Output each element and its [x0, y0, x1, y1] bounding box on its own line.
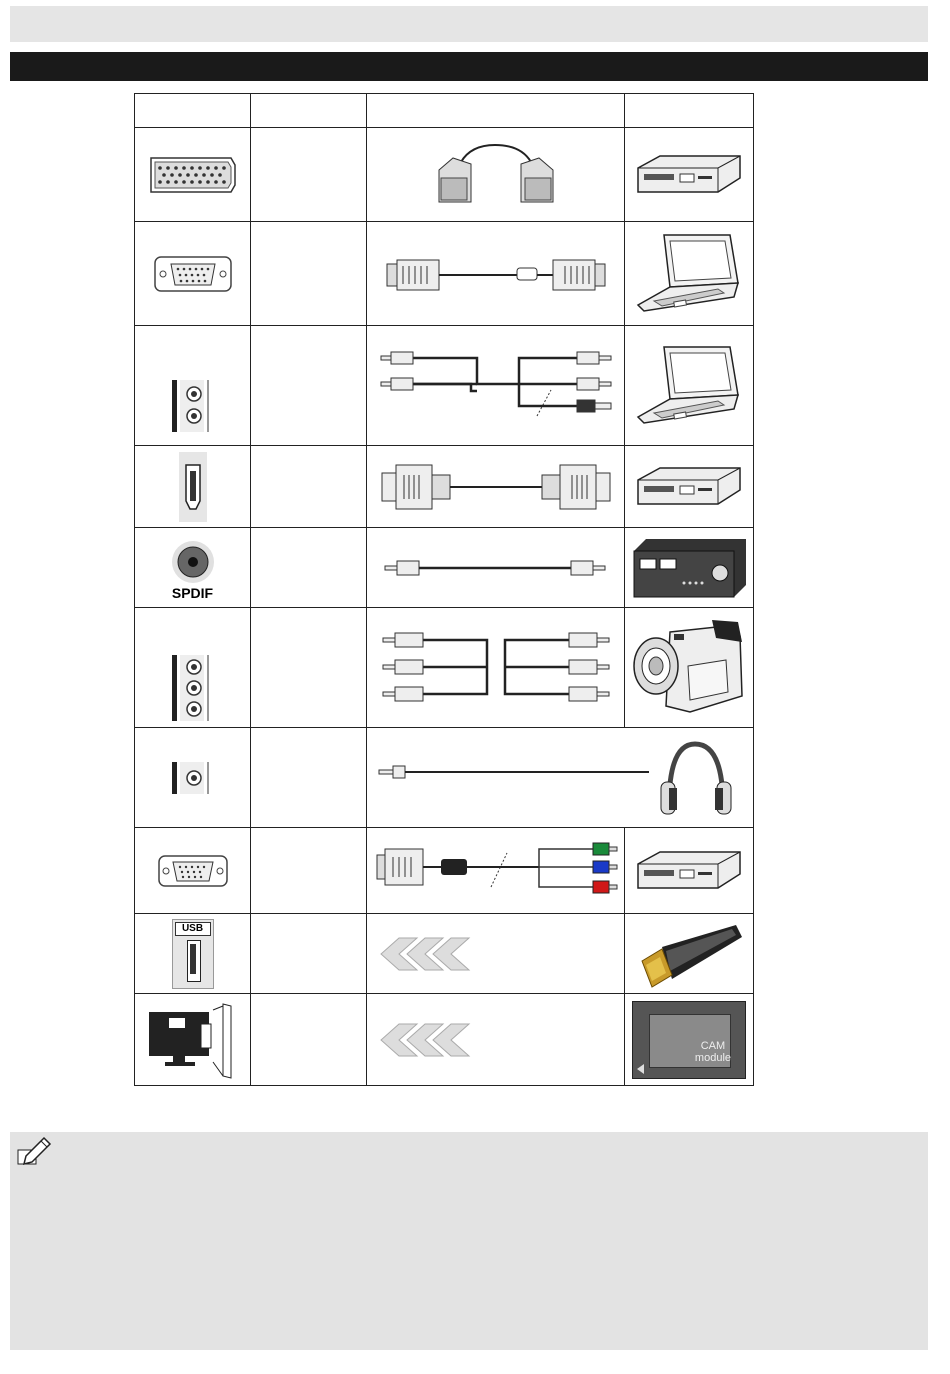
headphone-socket-icon	[168, 760, 218, 796]
audio-lr-socket-icon	[168, 376, 218, 436]
coax-cable-icon	[381, 556, 611, 580]
type-cell	[251, 222, 367, 326]
connector-cell	[135, 994, 251, 1086]
device-cell	[625, 608, 754, 728]
device-cell	[625, 222, 754, 326]
vga-socket-icon	[153, 255, 233, 293]
table-row	[135, 326, 754, 446]
dvd-recorder-icon	[634, 150, 744, 200]
connector-cell	[135, 326, 251, 446]
cam-module-icon	[632, 1001, 746, 1079]
cable-cell	[367, 128, 625, 222]
header-bar	[10, 6, 928, 42]
device-cell	[625, 994, 754, 1086]
connection-table	[134, 93, 754, 1086]
spdif-socket-icon	[170, 539, 216, 585]
ci-slot-icon	[143, 1000, 243, 1080]
cam-label: CAM	[700, 1039, 726, 1052]
type-cell	[251, 914, 367, 994]
table-row	[135, 608, 754, 728]
cable-cell	[367, 528, 625, 608]
laptop-icon	[634, 343, 744, 429]
type-cell	[251, 994, 367, 1086]
connector-cell	[135, 128, 251, 222]
header-cell-device	[625, 94, 754, 128]
pencil-icon	[16, 1136, 54, 1166]
hdmi-socket-icon	[178, 451, 208, 523]
vga-cable-icon	[381, 254, 611, 294]
amplifier-icon	[630, 537, 748, 599]
cable-cell	[367, 608, 625, 728]
type-cell	[251, 326, 367, 446]
dvd-player-icon	[634, 462, 744, 512]
cable-cell	[367, 222, 625, 326]
table-row	[135, 994, 754, 1086]
rca-av-cable-icon	[371, 628, 621, 708]
insert-arrows-icon	[375, 1020, 485, 1060]
type-cell	[251, 728, 367, 828]
header-cell-connector	[135, 94, 251, 128]
module-label: module	[694, 1051, 731, 1064]
spdif-label: SPDIF	[171, 584, 214, 601]
cable-cell	[367, 326, 625, 446]
laptop-icon	[634, 231, 744, 317]
usb-label: USB	[175, 922, 211, 936]
device-cell	[625, 326, 754, 446]
cable-cell	[367, 446, 625, 528]
table-header-row	[135, 94, 754, 128]
connector-cell	[135, 914, 251, 994]
device-cell	[625, 446, 754, 528]
usb-socket-icon	[172, 919, 214, 989]
header-cell-cable	[367, 94, 625, 128]
cable-cell	[367, 914, 625, 994]
table-row	[135, 446, 754, 528]
cable-cell	[367, 994, 625, 1086]
type-cell	[251, 528, 367, 608]
type-cell	[251, 446, 367, 528]
type-cell	[251, 608, 367, 728]
device-cell	[625, 914, 754, 994]
camcorder-icon	[630, 616, 748, 720]
type-cell	[251, 828, 367, 914]
table-row	[135, 222, 754, 326]
connector-cell	[135, 222, 251, 326]
table-row	[135, 728, 754, 828]
device-cell	[625, 828, 754, 914]
headphone-cable-icon	[373, 736, 753, 820]
insert-arrows-icon	[375, 934, 485, 974]
type-cell	[251, 128, 367, 222]
cable-cell	[367, 828, 625, 914]
section-title-bar	[10, 52, 928, 81]
connector-cell	[135, 446, 251, 528]
ypbpr-vga-socket-icon	[157, 854, 229, 888]
scart-cable-icon	[431, 140, 561, 210]
dvd-player-icon	[634, 846, 744, 896]
scart-socket-icon	[148, 155, 238, 195]
cable-cell	[367, 728, 754, 828]
connector-cell	[135, 728, 251, 828]
note-box	[10, 1132, 928, 1350]
table-row	[135, 914, 754, 994]
device-cell	[625, 528, 754, 608]
usb-stick-icon	[632, 919, 746, 989]
rca-to-jack-cable-icon	[371, 346, 621, 426]
header-cell-type	[251, 94, 367, 128]
hdmi-cable-icon	[376, 459, 616, 515]
table-row	[135, 128, 754, 222]
av-socket-icon	[168, 653, 218, 723]
connector-cell	[135, 608, 251, 728]
table-row	[135, 828, 754, 914]
vga-to-component-cable-icon	[371, 841, 621, 901]
connector-cell	[135, 528, 251, 608]
connector-cell	[135, 828, 251, 914]
device-cell	[625, 128, 754, 222]
table-row	[135, 528, 754, 608]
